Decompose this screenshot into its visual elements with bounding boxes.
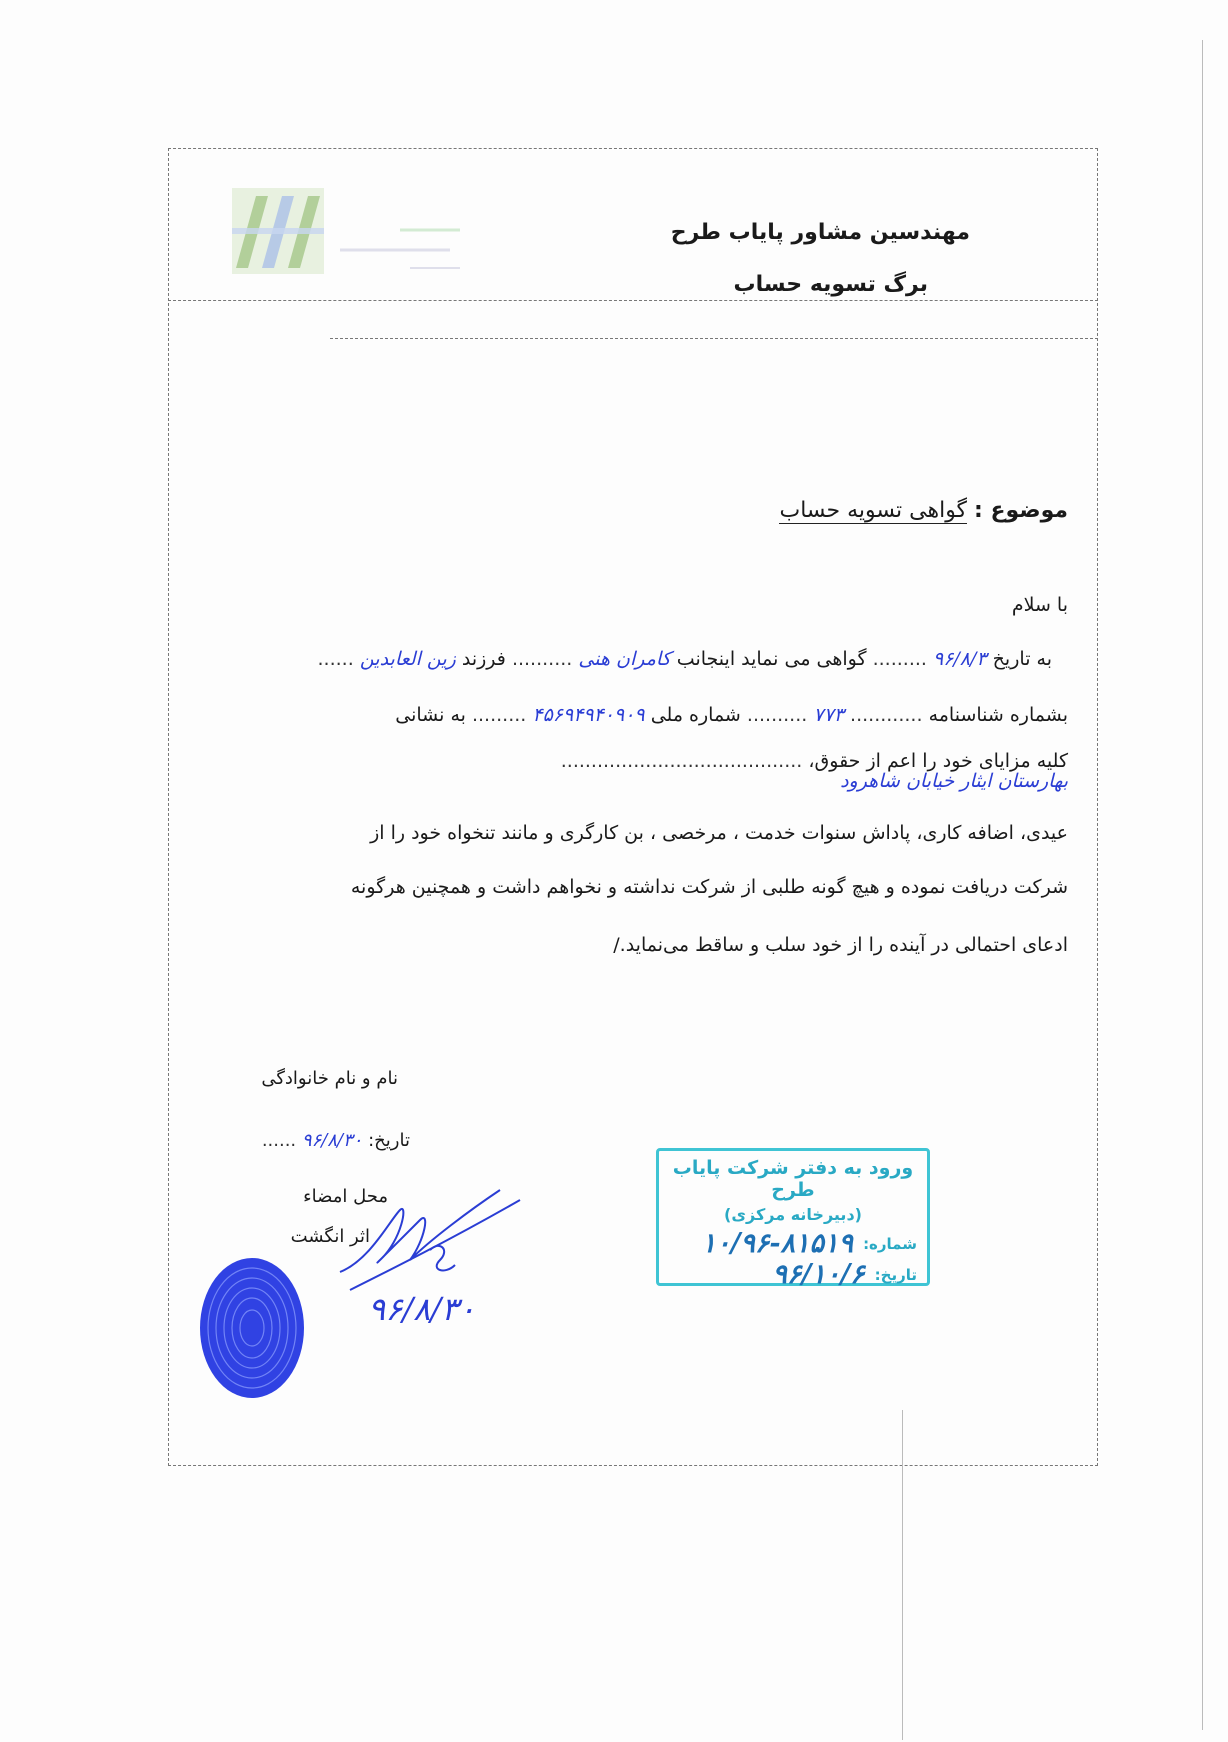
- registry-stamp: [656, 1148, 930, 1290]
- dotted-blank: ........................................: [560, 750, 803, 772]
- handwritten-sign-date-2: ۹۶/۸/۳۰: [368, 1290, 476, 1328]
- handwritten-birth-cert-number: ۷۷۳: [813, 704, 844, 726]
- body-line-4: [840, 770, 1068, 792]
- company-logo-text: [330, 220, 490, 280]
- company-logo: [232, 188, 324, 274]
- body-line-2: [395, 704, 1068, 726]
- dotted-blank: ......: [261, 1130, 297, 1151]
- subject-value: گواهی تسویه حساب: [779, 498, 968, 523]
- fingerprint-image: [196, 1254, 308, 1402]
- handwritten-date: ۹۶/۸/۳: [933, 648, 987, 670]
- subject-line: [779, 498, 1068, 523]
- header-divider-lower: [330, 338, 1098, 339]
- greeting: با سلام: [1011, 594, 1068, 616]
- stamp-title: ورود به دفتر شرکت پایاب طرح: [672, 1157, 914, 1201]
- body-line-1: [318, 648, 1052, 670]
- dotted-blank: .........: [471, 704, 527, 726]
- dotted-blank: .........: [872, 648, 927, 670]
- stamp-subtitle: (دبیرخانه مرکزی): [724, 1205, 862, 1224]
- handwritten-father-name: زین العابدین: [359, 648, 456, 670]
- stamp-number-label: شماره:: [863, 1234, 917, 1253]
- date-label: تاریخ:: [368, 1130, 410, 1151]
- body-line-3: [561, 750, 1068, 772]
- certify-text: گواهی می نماید اینجانب: [676, 648, 867, 670]
- national-id-label: شماره ملی: [650, 704, 741, 726]
- handwritten-sign-date: ۹۶/۸/۳۰: [301, 1130, 363, 1151]
- header-divider: [168, 300, 1098, 301]
- signature-place-label: محل امضاء: [303, 1186, 388, 1207]
- stamp-date-value: ۹۶/۱۰/۶: [772, 1259, 865, 1290]
- address-label: به نشانی: [395, 704, 466, 726]
- dotted-blank: ..........: [746, 704, 808, 726]
- stamp-date-label: تاریخ:: [874, 1265, 917, 1284]
- son-of-label: فرزند: [461, 648, 506, 670]
- handwritten-national-id: ۴۵۶۹۴۹۴۰۹۰۹: [532, 704, 645, 726]
- company-name: مهندسین مشاور پایاب طرح: [670, 220, 970, 245]
- right-edge-line-lower: [902, 1410, 903, 1740]
- date-line: [262, 1130, 410, 1151]
- dotted-blank: ......: [317, 648, 354, 670]
- stamp-number-value: ۱۰/۹۶-۸۱۵۱۹: [701, 1228, 854, 1259]
- dotted-blank: ..........: [511, 648, 573, 670]
- name-label: نام و نام خانوادگی: [261, 1068, 398, 1089]
- dotted-blank: ............: [850, 704, 923, 726]
- form-title: برگ تسویه حساب: [733, 272, 928, 297]
- benefits-text: کلیه مزایای خود را اعم از حقوق،: [808, 750, 1068, 772]
- handwritten-address: بهارستان ایثار خیابان شاهرود: [840, 770, 1068, 792]
- right-edge-line: [1202, 40, 1203, 1730]
- body-line-5: عیدی، اضافه کاری، پاداش سنوات خدمت ، مرخصی ، بن کارگری و مانند تنخواه خود را از: [370, 822, 1068, 844]
- date-prefix: به تاریخ: [992, 648, 1052, 670]
- subject-label: موضوع :: [974, 498, 1068, 523]
- birth-cert-label: بشماره شناسنامه: [928, 704, 1068, 726]
- body-line-7: ادعای احتمالی در آینده را از خود سلب و ساقط می‌نماید./: [613, 934, 1068, 956]
- handwritten-name: کامران هنی: [578, 648, 671, 670]
- thumbprint-label: اثر انگشت: [290, 1226, 370, 1247]
- body-line-6: شرکت دریافت نموده و هیچ گونه طلبی از شرکت نداشته و نخواهم داشت و همچنین هرگونه: [350, 876, 1068, 898]
